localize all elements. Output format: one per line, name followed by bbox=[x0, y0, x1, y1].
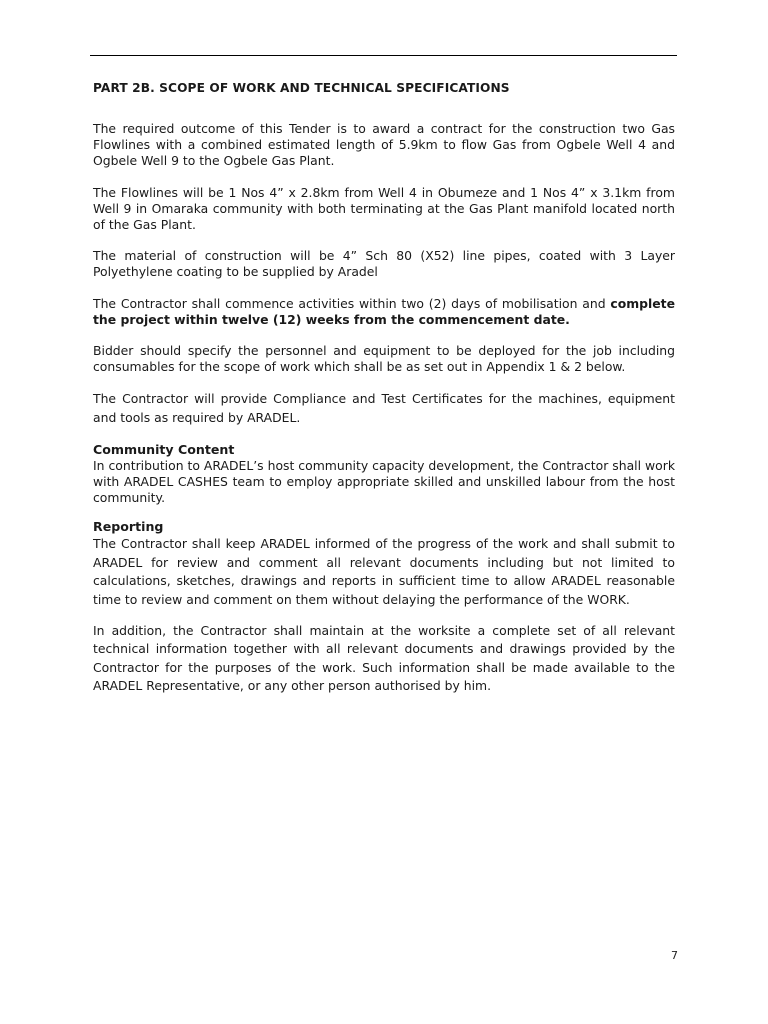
commencement-text: The Contractor shall commence activities within two (2) days of mobilisation and bbox=[93, 295, 611, 311]
worksite-information-paragraph: In addition, the Contractor shall maintain at the worksite a complete set of all relevant technical information together with all relevant documents and drawings provided by the Contractor for the purposes of the work. Such information shall be made available to the ARADEL Representative, or any other person authorised by him. bbox=[93, 622, 675, 694]
bidder-paragraph: Bidder should specify the personnel and equipment to be deployed for the job including consumables for the scope of work which shall be as set out in Appendix 1 & 2 below. bbox=[93, 343, 675, 375]
material-paragraph: The material of construction will be 4” Sch 80 (X52) line pipes, coated with 3 Layer Polyethylene coating to be supplied by Aradel bbox=[93, 248, 675, 280]
community-content-paragraph: In contribution to ARADEL’s host community capacity development, the Contractor shall work with ARADEL CASHES team to employ appropriate skilled and unskilled labour from the host community. bbox=[93, 457, 675, 506]
certificates-paragraph: The Contractor will provide Compliance and Test Certificates for the machines, equipment and tools as required by ARADEL. bbox=[93, 391, 675, 426]
community-content-heading: Community Content bbox=[93, 441, 235, 457]
commencement-paragraph bbox=[93, 296, 675, 328]
reporting-heading: Reporting bbox=[93, 519, 164, 535]
page-body bbox=[93, 80, 675, 696]
page-number: 7 bbox=[671, 949, 678, 962]
completion-deadline-text: complete the project within twelve (12) weeks from the commencement date. bbox=[93, 295, 675, 327]
flowlines-paragraph: The Flowlines will be 1 Nos 4” x 2.8km from Well 4 in Obumeze and 1 Nos 4” x 3.1km from Well 9 in Omaraka community with both terminating at the Gas Plant manifold located north of the Gas Plant. bbox=[93, 184, 675, 233]
outcome-paragraph: The required outcome of this Tender is to award a contract for the construction two Gas Flowlines with a combined estimated length of 5.9km to flow Gas from Ogbele Well 4 and Ogbele Well 9 to the Ogbele Gas Plant. bbox=[93, 121, 675, 169]
section-heading: PART 2B. SCOPE OF WORK AND TECHNICAL SPECIFICATIONS bbox=[93, 81, 510, 95]
reporting-paragraph: The Contractor shall keep ARADEL informed of the progress of the work and shall submit to ARADEL for review and comment all relevant documents including but not limited to calculations, sketches, drawings and reports in sufficient time to allow ARADEL reasonable time to review and comment on them without delaying the performance of the WORK. bbox=[93, 536, 675, 608]
header-rule bbox=[90, 55, 677, 56]
